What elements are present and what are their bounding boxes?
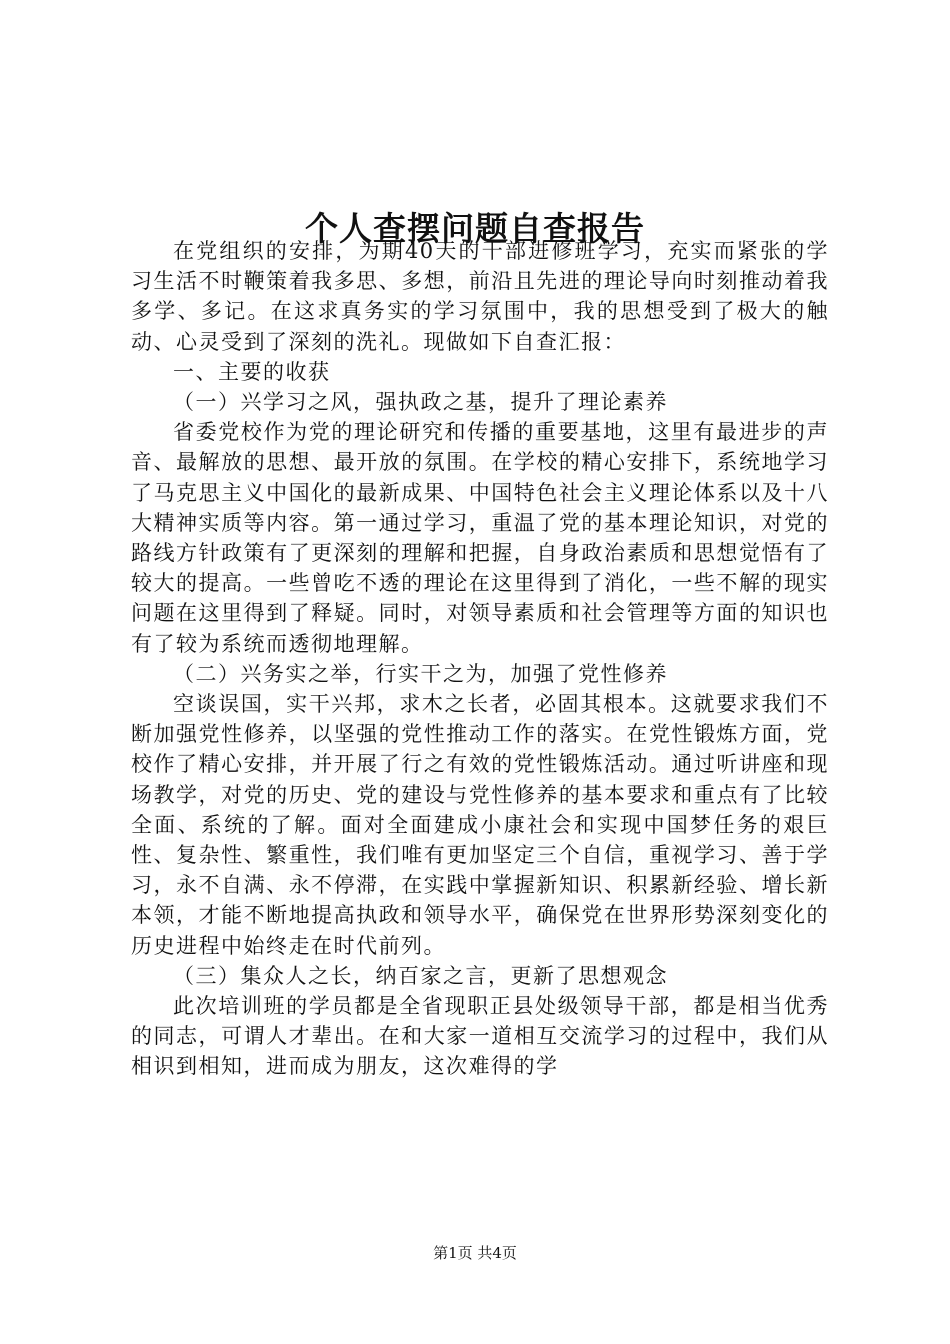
page-number-footer: 第1页 共4页 [433,1244,517,1262]
subsection-heading-2: （二）兴务实之举，行实干之为，加强了党性修养 [173,661,668,686]
subsection-heading-1: （一）兴学习之风，强执政之基，提升了理论素养 [173,390,668,415]
body-paragraph-3: 此次培训班的学员都是全省现职正县处级领导干部，都是相当优秀的同志，可谓人才辈出。在和大家一道相互交流学习的过程中，我们从相识到相知，进而成为朋友，这次难得的学 [131,994,829,1079]
document-title: 个人查摆问题自查报告 [305,209,645,249]
body-paragraph-2: 空谈误国，实干兴邦，求木之长者，必固其根本。这就要求我们不断加强党性修养，以坚强的党性推动工作的落实。在党性锻炼方面，党校作了精心安排，并开展了行之有效的党性锻炼活动。通过听讲座和现场教学，对党的历史、党的建设与党性修养的基本要求和重点有了比较全面、系统的了解。面对全面建成小康社会和实现中国梦任务的艰巨性、复杂性、繁重性，我们唯有更加坚定三个自信，重视学习、善于学习，永不自满、永不停滞，在实践中掌握新知识、积累新经验、增长新本领，才能不断地提高执政和领导水平，确保党在世界形势深刻变化的历史进程中始终走在时代前列。 [131,692,829,958]
document-body [131,236,829,1082]
section-heading-main-gains: 一、主要的收获 [173,359,331,384]
subsection-heading-3: （三）集众人之长，纳百家之言，更新了思想观念 [173,963,668,988]
body-paragraph-1: 省委党校作为党的理论研究和传播的重要基地，这里有最进步的声音、最解放的思想、最开放的氛围。在学校的精心安排下，系统地学习了马克思主义中国化的最新成果、中国特色社会主义理论体系以及十八大精神实质等内容。第一通过学习，重温了党的基本理论知识，对党的路线方针政策有了更深刻的理解和把握，自身政治素质和思想觉悟有了较大的提高。一些曾吃不透的理论在这里得到了消化，一些不解的现实问题在这里得到了释疑。同时，对领导素质和社会管理等方面的知识也有了较为系统而透彻地理解。 [131,420,829,656]
intro-paragraph: 在党组织的安排，为期40天的干部进修班学习，充实而紧张的学习生活不时鞭策着我多思、多想，前沿且先进的理论导向时刻推动着我多学、多记。在这求真务实的学习氛围中，我的思想受到了极大的触动、心灵受到了深刻的洗礼。现做如下自查汇报： [131,239,829,354]
